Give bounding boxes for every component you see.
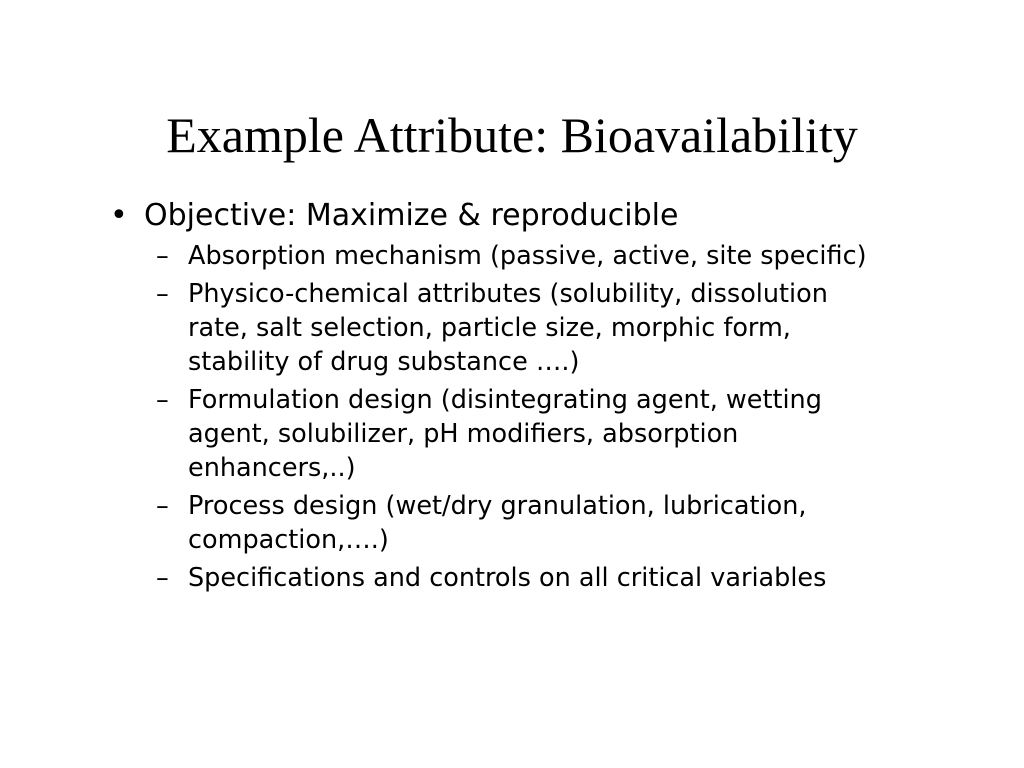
sub-bullet-text: Process design (wet/dry granulation, lubrication, compaction,….) [188,491,807,555]
sub-bullet-text: Physico-chemical attributes (solubility, dissolution rate, salt selection, particle size, morphic form, stability of drug substance ….) [188,279,828,377]
sub-bullet-specifications [108,561,968,595]
sub-bullet-text: Specifications and controls on all critical variables [188,563,827,593]
sub-bullet-marker: – [156,385,169,415]
bullet-marker: • [110,198,128,233]
sub-bullet-text: Absorption mechanism (passive, active, site specific) [188,241,867,271]
sub-bullet-process [108,489,868,557]
bullet-objective-text: Objective: Maximize & reproducible [144,198,679,233]
sub-bullet-text: Formulation design (disintegrating agent, wetting agent, solubilizer, pH modifiers, absorption enhancers,..) [188,385,822,483]
sub-bullet-formulation [108,383,868,485]
sub-bullet-marker: – [156,491,169,521]
sub-bullet-marker: – [156,563,169,593]
bullet-objective [108,194,968,238]
sub-bullet-marker: – [156,279,169,309]
slide-title: Example Attribute: Bioavailability [166,107,858,163]
sub-bullet-physico-chemical [108,277,868,379]
slide-body [108,194,968,599]
sub-bullet-marker: – [156,241,169,271]
sub-bullet-absorption [108,239,868,273]
sub-bullet-list [108,239,968,595]
